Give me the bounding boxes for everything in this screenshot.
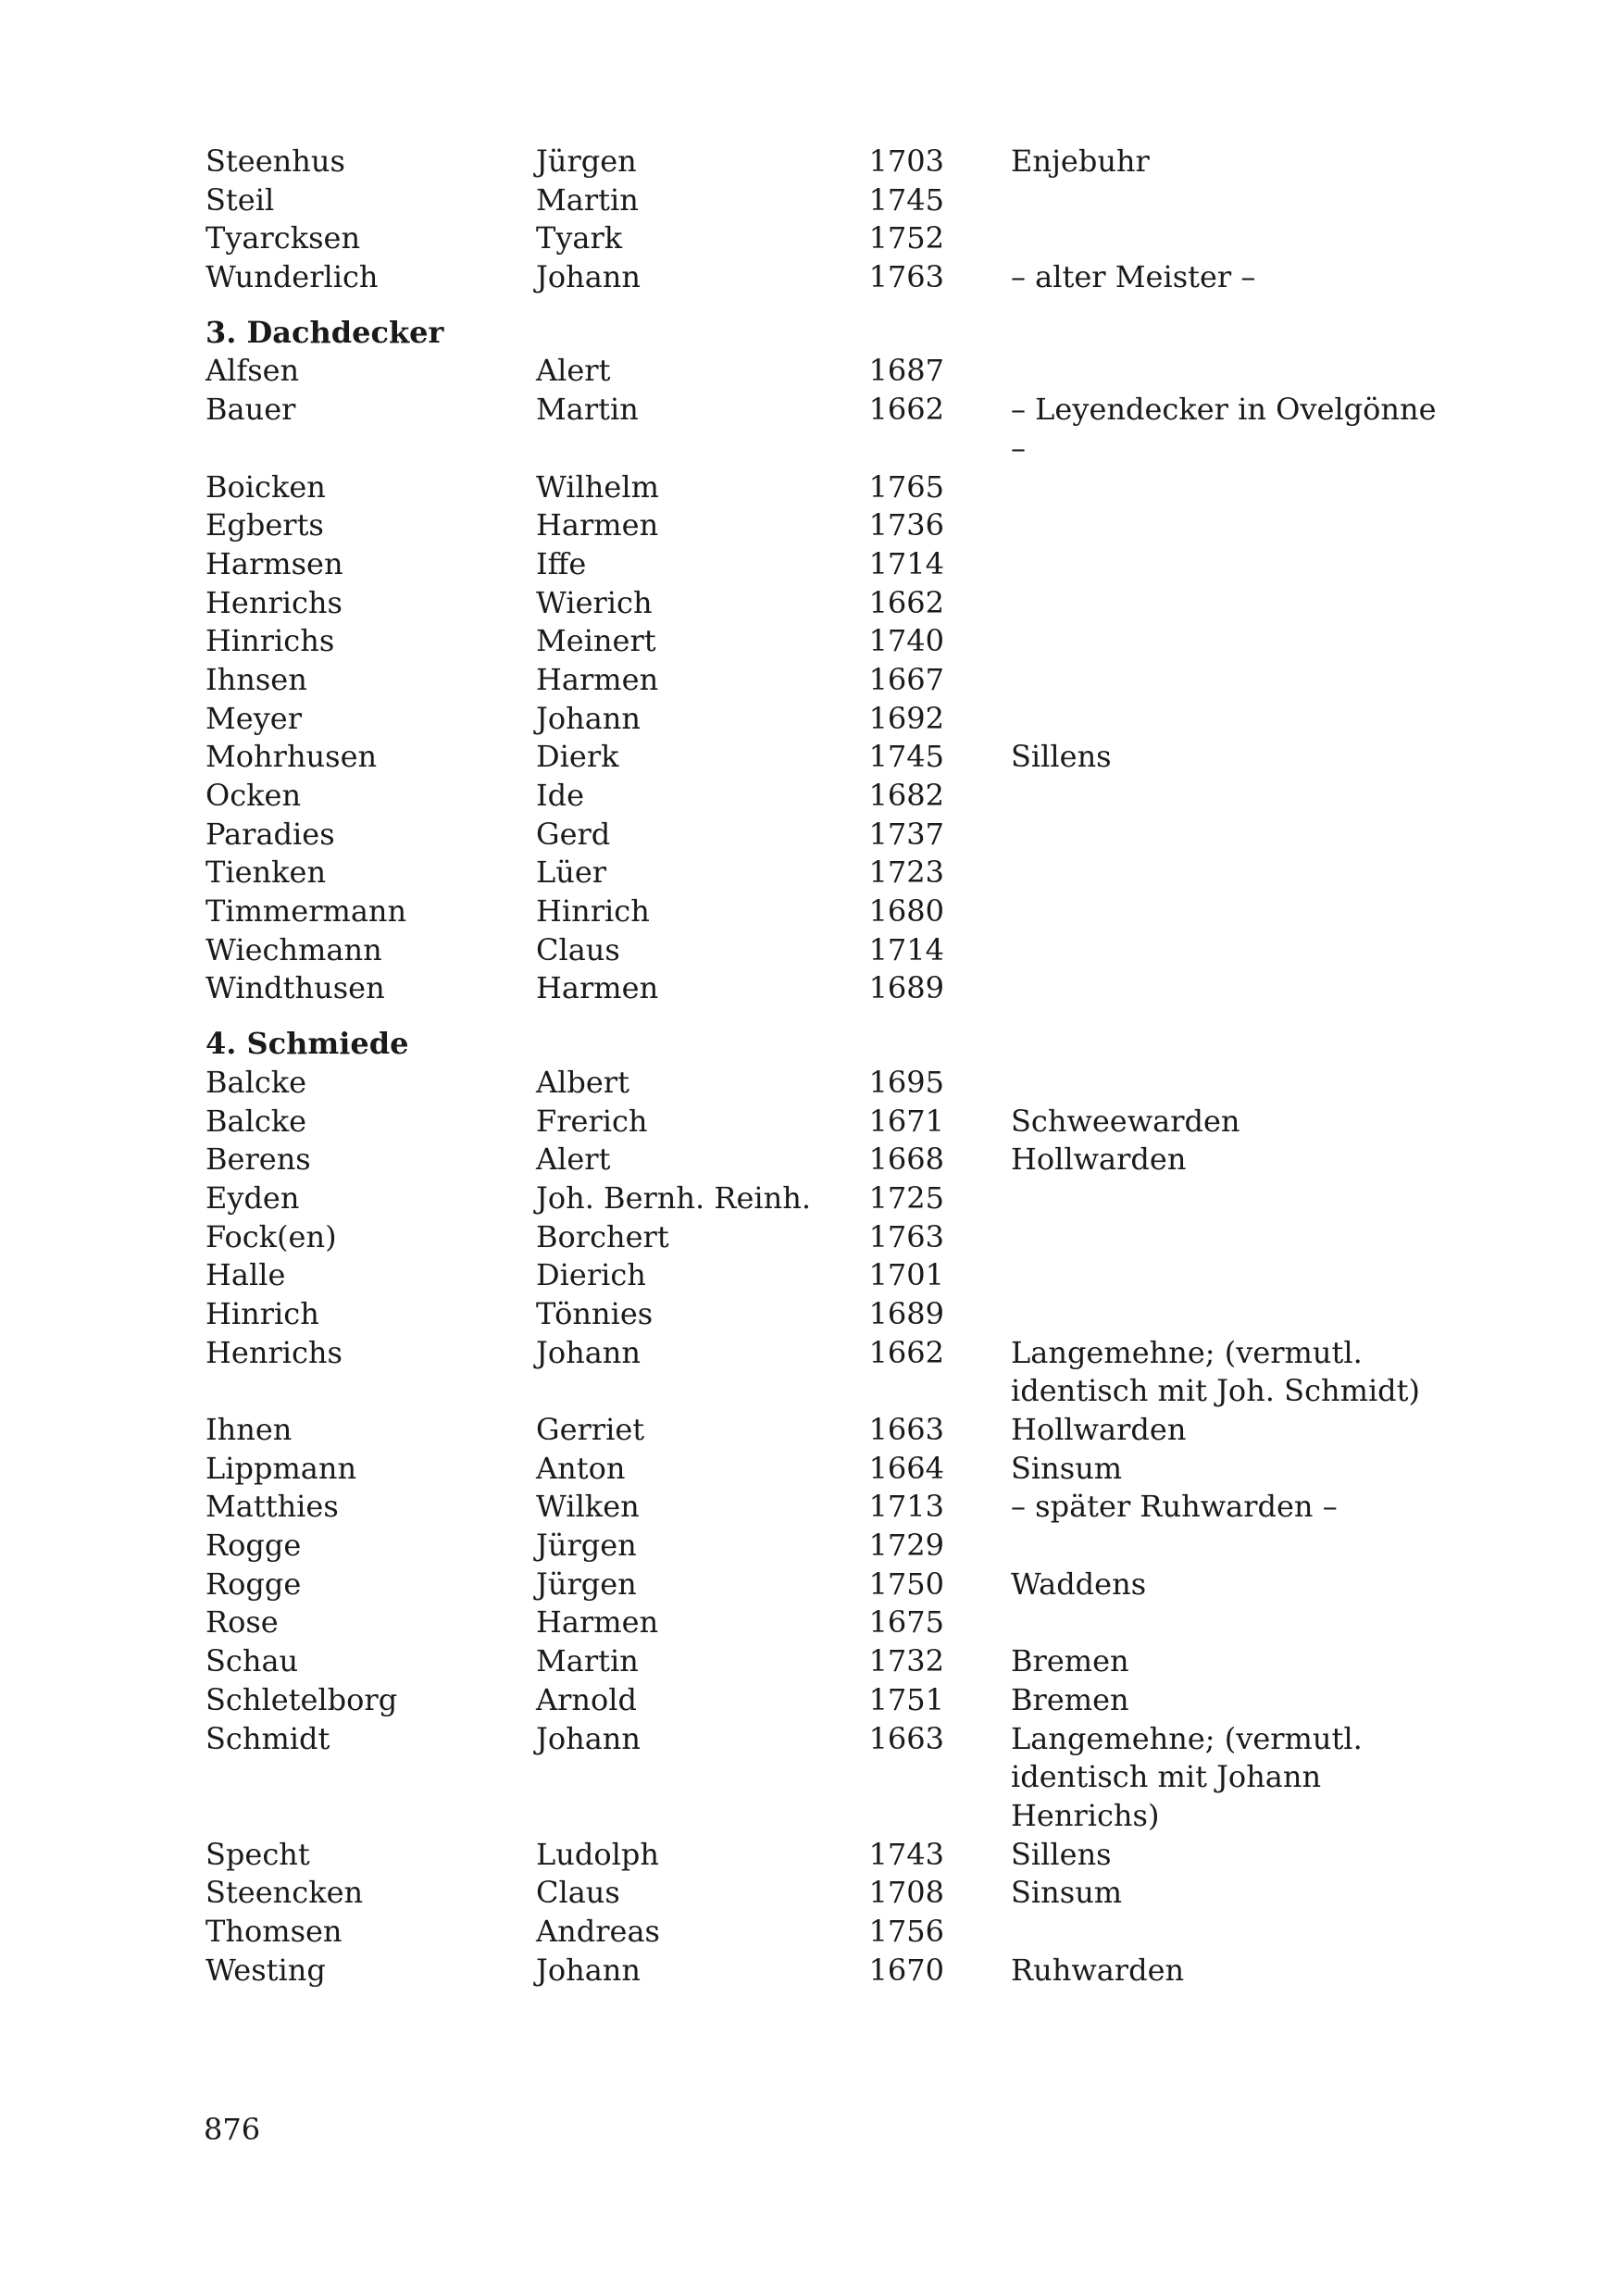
section-heading: 3. Dachdecker (206, 314, 444, 350)
first-name: Arnold (536, 1681, 637, 1717)
note: – alter Meister – (1011, 259, 1256, 295)
list-item (206, 738, 1446, 777)
surname: Lippmann (206, 1450, 357, 1486)
note: – Leyendecker in Ovelgönne – (1011, 392, 1437, 466)
surname: Hinrich (206, 1295, 319, 1331)
list-item (206, 1103, 1446, 1142)
list-item (206, 1527, 1446, 1566)
year: 1662 (868, 1334, 944, 1370)
first-name: Iffe (536, 545, 587, 581)
list-item (206, 1952, 1446, 1990)
first-name: Hinrich (536, 893, 650, 930)
list-item (206, 1141, 1446, 1179)
year: 1751 (868, 1681, 944, 1717)
note: Bremen (1011, 1681, 1129, 1717)
year: 1737 (868, 816, 944, 852)
first-name: Gerriet (536, 1412, 645, 1448)
surname: Tyarcksen (206, 220, 361, 256)
year: 1668 (868, 1142, 944, 1178)
first-name: Joh. Bernh. Reinh. (536, 1179, 812, 1216)
first-name: Dierk (536, 739, 619, 775)
year: 1695 (868, 1064, 944, 1100)
first-name: Ludolph (536, 1836, 659, 1872)
list-item (206, 1256, 1446, 1295)
year: 1664 (868, 1450, 944, 1486)
surname: Boicken (206, 468, 326, 505)
year: 1745 (868, 739, 944, 775)
section-heading: 4. Schmiede (206, 1026, 409, 1062)
first-name: Harmen (536, 661, 659, 697)
year: 1687 (868, 353, 944, 389)
list-item (206, 777, 1446, 816)
surname: Meyer (206, 700, 303, 736)
list-item (206, 1295, 1446, 1334)
list-item (206, 1179, 1446, 1218)
surname: Ihnen (206, 1412, 293, 1448)
year: 1701 (868, 1257, 944, 1293)
list-item (206, 352, 1446, 391)
first-name: Tönnies (536, 1295, 654, 1331)
surname: Steenhus (206, 144, 345, 179)
first-name: Alert (536, 353, 611, 389)
list-item (206, 506, 1446, 545)
list-item (206, 584, 1446, 623)
note: Enjebuhr (1011, 144, 1150, 179)
list-item (206, 622, 1446, 661)
list-item (206, 1836, 1446, 1875)
note: Bremen (1011, 1643, 1129, 1679)
first-name: Johann (536, 1720, 641, 1756)
list-item (206, 143, 1446, 181)
year: 1732 (868, 1643, 944, 1679)
first-name: Jürgen (536, 1528, 637, 1564)
note: Waddens (1011, 1566, 1147, 1602)
surname: Schau (206, 1643, 299, 1679)
note: Schweewarden (1011, 1103, 1240, 1139)
note: Sillens (1011, 1836, 1112, 1872)
year: 1663 (868, 1720, 944, 1756)
year: 1714 (868, 545, 944, 581)
craftsmen-list (206, 143, 1446, 1990)
year: 1763 (868, 259, 944, 295)
first-name: Dierich (536, 1257, 646, 1293)
year: 1662 (868, 584, 944, 620)
surname: Tienken (206, 855, 327, 891)
surname: Harmsen (206, 545, 343, 581)
surname: Wiechmann (206, 931, 382, 967)
year: 1670 (868, 1952, 944, 1988)
year: 1745 (868, 181, 944, 218)
year: 1723 (868, 855, 944, 891)
first-name: Alert (536, 1142, 611, 1178)
surname: Rogge (206, 1528, 302, 1564)
page-number: 876 (204, 2112, 261, 2147)
surname: Eyden (206, 1179, 300, 1216)
list-item (206, 816, 1446, 855)
first-name: Martin (536, 392, 639, 428)
year: 1689 (868, 970, 944, 1006)
surname: Wunderlich (206, 259, 379, 295)
year: 1743 (868, 1836, 944, 1872)
first-name: Frerich (536, 1103, 648, 1139)
list-item (206, 1720, 1446, 1836)
first-name: Andreas (536, 1914, 660, 1949)
first-name: Claus (536, 931, 620, 967)
list-item (206, 1450, 1446, 1489)
first-name: Jürgen (536, 144, 637, 179)
list-item (206, 1603, 1446, 1642)
surname: Mohrhusen (206, 739, 378, 775)
surname: Paradies (206, 816, 335, 852)
surname: Balcke (206, 1103, 307, 1139)
surname: Hinrichs (206, 623, 335, 659)
list-item (206, 468, 1446, 507)
first-name: Lüer (536, 855, 607, 891)
first-name: Harmen (536, 507, 659, 543)
first-name: Johann (536, 259, 641, 295)
list-item (206, 854, 1446, 892)
year: 1756 (868, 1914, 944, 1949)
first-name: Claus (536, 1875, 620, 1911)
first-name: Johann (536, 1334, 641, 1370)
year: 1763 (868, 1218, 944, 1254)
surname: Berens (206, 1142, 311, 1178)
list-item (206, 219, 1446, 258)
year: 1765 (868, 468, 944, 505)
note: Sinsum (1011, 1875, 1123, 1911)
year: 1703 (868, 144, 944, 179)
list-item (206, 892, 1446, 931)
first-name: Borchert (536, 1218, 669, 1254)
year: 1752 (868, 220, 944, 256)
note: Sinsum (1011, 1450, 1123, 1486)
surname: Henrichs (206, 1334, 343, 1370)
surname: Rose (206, 1604, 279, 1641)
first-name: Tyark (536, 220, 623, 256)
list-item (206, 1334, 1446, 1411)
surname: Timmermann (206, 893, 407, 930)
note: Langemehne; (vermutl. identisch mit Joh. Schmidt) (1011, 1334, 1420, 1409)
surname: Henrichs (206, 584, 343, 620)
list-item (206, 1411, 1446, 1450)
year: 1667 (868, 661, 944, 697)
year: 1729 (868, 1528, 944, 1564)
list-item (206, 391, 1446, 468)
list-item (206, 1913, 1446, 1952)
first-name: Ide (536, 778, 585, 814)
year: 1662 (868, 392, 944, 428)
first-name: Wilhelm (536, 468, 659, 505)
note: Sillens (1011, 739, 1112, 775)
surname: Westing (206, 1952, 326, 1988)
first-name: Wierich (536, 584, 653, 620)
surname: Bauer (206, 392, 296, 428)
list-item (206, 1874, 1446, 1913)
list-item (206, 931, 1446, 970)
list-item (206, 545, 1446, 584)
first-name: Wilken (536, 1489, 640, 1525)
year: 1675 (868, 1604, 944, 1641)
surname: Steil (206, 181, 275, 218)
first-name: Johann (536, 700, 641, 736)
year: 1671 (868, 1103, 944, 1139)
surname: Windthusen (206, 970, 385, 1006)
first-name: Meinert (536, 623, 656, 659)
year: 1736 (868, 507, 944, 543)
note: Hollwarden (1011, 1412, 1187, 1448)
surname: Rogge (206, 1566, 302, 1602)
list-item (206, 1642, 1446, 1681)
year: 1725 (868, 1179, 944, 1216)
year: 1682 (868, 778, 944, 814)
year: 1740 (868, 623, 944, 659)
surname: Ihnsen (206, 661, 307, 697)
surname: Balcke (206, 1064, 307, 1100)
note: Hollwarden (1011, 1142, 1187, 1178)
list-item (206, 1681, 1446, 1720)
surname: Alfsen (206, 353, 300, 389)
year: 1689 (868, 1295, 944, 1331)
surname: Schmidt (206, 1720, 330, 1756)
first-name: Jürgen (536, 1566, 637, 1602)
first-name: Martin (536, 1643, 639, 1679)
list-item (206, 1218, 1446, 1257)
first-name: Anton (536, 1450, 626, 1486)
surname: Fock(en) (206, 1218, 337, 1254)
surname: Ocken (206, 778, 302, 814)
list-item (206, 969, 1446, 1008)
list-item (206, 181, 1446, 220)
year: 1714 (868, 931, 944, 967)
year: 1663 (868, 1412, 944, 1448)
note: Langemehne; (vermutl. identisch mit Johann Henrichs) (1011, 1720, 1363, 1833)
surname: Specht (206, 1836, 310, 1872)
surname: Steencken (206, 1875, 364, 1911)
first-name: Johann (536, 1952, 641, 1988)
first-name: Martin (536, 181, 639, 218)
first-name: Albert (536, 1064, 629, 1100)
year: 1708 (868, 1875, 944, 1911)
list-item (206, 258, 1446, 297)
year: 1713 (868, 1489, 944, 1525)
note: Ruhwarden (1011, 1952, 1185, 1988)
surname: Schletelborg (206, 1681, 398, 1717)
list-item (206, 1566, 1446, 1604)
list-item (206, 1064, 1446, 1103)
list-item (206, 661, 1446, 700)
year: 1680 (868, 893, 944, 930)
first-name: Harmen (536, 1604, 659, 1641)
first-name: Gerd (536, 816, 611, 852)
surname: Thomsen (206, 1914, 343, 1949)
list-item (206, 700, 1446, 739)
first-name: Harmen (536, 970, 659, 1006)
year: 1692 (868, 700, 944, 736)
year: 1750 (868, 1566, 944, 1602)
surname: Egberts (206, 507, 324, 543)
note: – später Ruhwarden – (1011, 1489, 1338, 1525)
list-item (206, 1488, 1446, 1527)
surname: Matthies (206, 1489, 339, 1525)
surname: Halle (206, 1257, 286, 1293)
